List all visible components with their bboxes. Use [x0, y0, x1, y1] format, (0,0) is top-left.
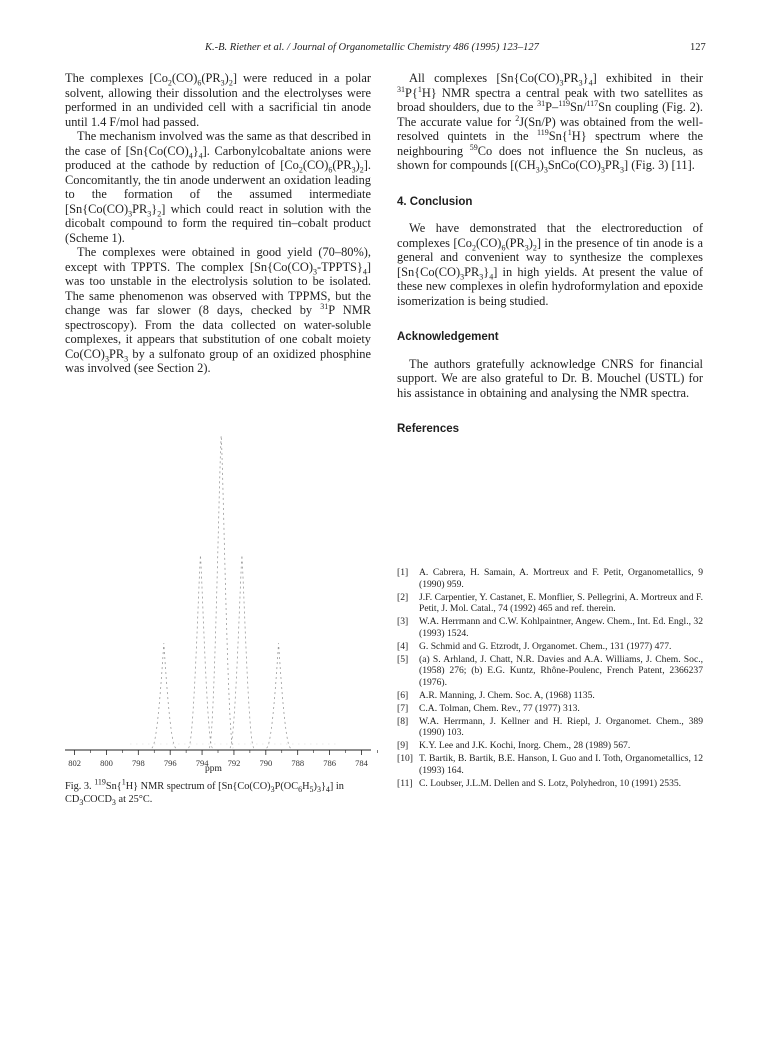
- x-tick-label: 792: [227, 758, 241, 768]
- x-tick-label: 784: [355, 758, 368, 768]
- acknowledgement-heading: Acknowledgement: [397, 331, 499, 343]
- reference-item: [9] K.Y. Lee and J.K. Kochi, Inorg. Chem., 28 (1989) 567.: [397, 740, 631, 752]
- x-tick-label: 786: [323, 758, 336, 768]
- right-column: [397, 71, 703, 437]
- acknowledgement-text: The authors gratefully acknowledge CNRS for financial support. We are also grateful to Dr. B. Mouchel (USTL) for his assistance in obtaining and analysing the NMR spectra.: [397, 356, 703, 400]
- reference-item: [8] W.A. Herrmann, J. Kellner and H. Riepl, J. Organomet. Chem., 389 (1990) 103.: [397, 715, 703, 739]
- x-axis-label: ppm: [205, 764, 222, 774]
- x-tick-label: 794: [195, 758, 209, 768]
- reference-list: [397, 567, 703, 790]
- nmr-spectrum-plot: [65, 410, 371, 768]
- left-column: [65, 71, 371, 376]
- reference-item: [5] (a) S. Arhland, J. Chatt, N.R. Davies and A.A. Williams, J. Chem. Soc., (1958) 276; (b) E.G. Kuntz, Rhône-Poulenc, French Patent, 2366237 (1976).: [397, 653, 703, 689]
- spectrum-peak: [152, 643, 176, 748]
- x-tick-label: 798: [131, 758, 145, 768]
- reference-item: [2] J.F. Carpentier, Y. Castanet, E. Monflier, S. Pellegrini, A. Mortreux and F. Petit, J. Mol. Catal., 74 (1992) 465 and ref. therein.: [397, 591, 703, 615]
- right-paragraph-1: All complexes $[Sn\{Co(CO)_3PR_3\}_4]$ exhibited in their $^{31}$P{$^1$H} NMR spectra a central peak with two satellites as broad shoulders, due to the $^{31}$P–$^{119}$Sn/$^{117}$Sn coupling (Fig. 2). The accurate value for $^2$J(Sn/P) was obtained from the well-resolved quintets in the $^{119}$Sn{$^1$H} spectrum where the neighbouring $^{59}$Co does not influence the Sn nucleus, as shown for compounds $[(CH_3)_3SnCo(CO)_3PR_3]$ (Fig. 3) [11].: [397, 71, 704, 175]
- spectrum-peak: [267, 643, 291, 748]
- left-paragraph-3: The complexes were obtained in good yield (70–80%), except with TPPTS. The complex $[Sn\{Co(CO)_3-TPPTS\}_4]$ was too unstable in the electrolysis solution to be isolated. The same phenomenon was observed with TPPMS, but the change was far slower (8 days, checked by $^{31}$P NMR spectroscopy). From the data collected on water-soluble complexes, it appears that substitution of one cobalt moiety $Co(CO)_3PR_3$ by a sulfonato group of an oxidized phosphine was involved (see Section 2).: [65, 245, 371, 375]
- x-tick-label: 788: [291, 758, 305, 768]
- x-tick-label: 800: [100, 758, 113, 768]
- spectrum-peak: [230, 555, 254, 748]
- x-tick-label: 796: [163, 758, 177, 768]
- spectrum-peak: [209, 436, 233, 748]
- references-heading: References: [397, 423, 460, 435]
- reference-item: [4] G. Schmid and G. Etzrodt, J. Organomet. Chem., 131 (1977) 477.: [397, 640, 672, 652]
- reference-item: [7] C.A. Tolman, Chem. Rev., 77 (1977) 313.: [397, 702, 580, 714]
- left-paragraph-2: The mechanism involved was the same as that described in the case of $[Sn\{Co(CO)_4\}_4]$. Carbonylcobaltate anions were produced at the cathode by reduction of $[Co_2(CO)_6(PR_3)_2]$. Concomitantly, the tin anode underwent an oxidation leading to the formation of the assumed intermediate $[Sn\{Co(CO)_3PR_3\}_2]$ which could react in solution with the dicobalt compound to form the required tin–cobalt product (Scheme 1).: [65, 129, 371, 245]
- x-tick-label: 802: [68, 758, 81, 768]
- conclusion-heading: 4. Conclusion: [397, 195, 473, 208]
- reference-item: [3] W.A. Herrmann and C.W. Kohlpaintner, Angew. Chem., Int. Ed. Engl., 32 (1993) 1524.: [397, 616, 703, 639]
- nmr-figure: [65, 410, 371, 774]
- reference-item: [11] C. Loubser, J.L.M. Dellen and S. Lotz, Polyhedron, 10 (1991) 2535.: [397, 777, 682, 789]
- left-paragraph-1: The complexes $[Co_2(CO)_6(PR_3)_2]$ were reduced in a polar solvent, allowing their dissolution and the electrolyses were performed in an undivided cell with a sacrificial tin anode until 1.4 F/mol had passed.: [65, 71, 371, 129]
- right-paragraph-2: We have demonstrated that the electroreduction of complexes $[Co_2(CO)_6(PR_3)_2]$ in the presence of tin anode is a general and convenient way to synthesize the complexes $[Sn\{Co(CO)_3PR_3\}_4]$ in high yields. At present the value of these new complexes in olefin hydroformylation and epoxide isomerization is being studied.: [397, 221, 703, 308]
- reference-item: [6] A.R. Manning, J. Chem. Soc. A, (1968) 1135.: [397, 689, 595, 701]
- reference-item: [10] T. Bartik, B. Bartik, B.E. Hanson, I. Guo and I. Toth, Organometallics, 12 (1993) 164.: [397, 752, 703, 776]
- reference-item: [1] A. Cabrera, H. Samain, A. Mortreux and F. Petit, Organometallics, 9 (1990) 959.: [397, 567, 703, 590]
- figure-caption: Fig. 3. $^{119}$Sn{$^1$H} NMR spectrum of $[Sn\{Co(CO)_3P(OC_6H_5)_3\}_4]$ in $CD_3COCD_3$ at 25°C.: [65, 777, 344, 807]
- page-header: [0, 42, 768, 56]
- page-number: 127: [690, 42, 706, 53]
- spectrum-peak: [188, 555, 212, 748]
- running-head: K.-B. Riether et al. / Journal of Organometallic Chemistry 486 (1995) 123–127: [205, 42, 539, 53]
- x-tick-label: 790: [259, 758, 273, 768]
